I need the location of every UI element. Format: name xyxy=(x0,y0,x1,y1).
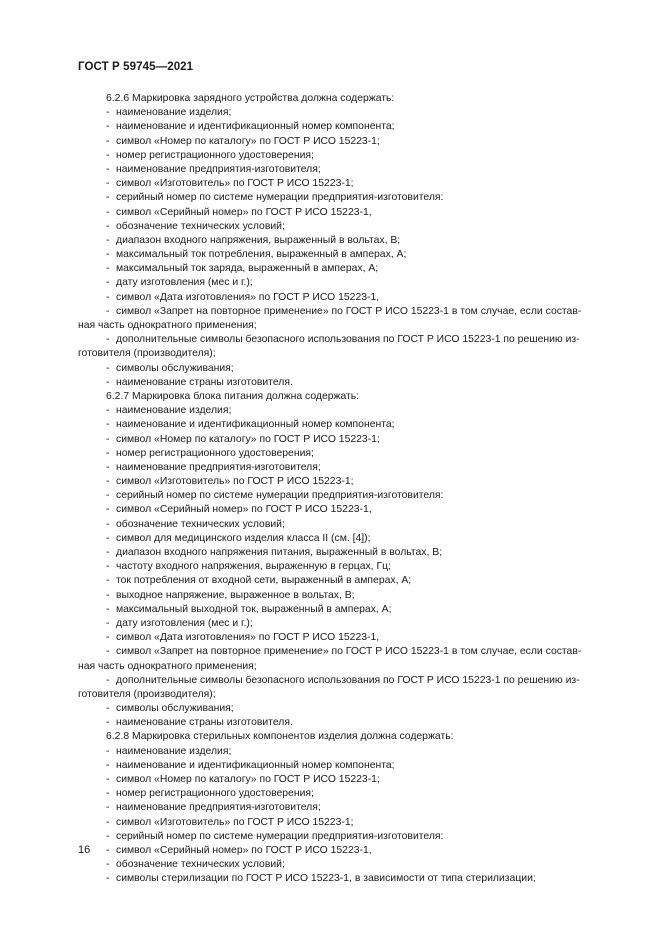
list-item: - символ «Номер по каталогу» по ГОСТ Р ИСО 15223-1; xyxy=(78,433,618,447)
list-item: - символы обслуживания; xyxy=(78,362,618,376)
list-item: - дату изготовления (мес и г.); xyxy=(78,276,618,290)
list-item: - выходное напряжение, выраженное в вольтах, В; xyxy=(78,589,618,603)
list-item-continuation: ная часть однократного применения; xyxy=(78,660,257,672)
list-item-continuation: ная часть однократного применения; xyxy=(78,320,257,331)
list-item: - символы обслуживания; xyxy=(78,702,618,716)
list-item: - наименование предприятия-изготовителя; xyxy=(78,163,618,177)
list-item: - максимальный выходной ток, выраженный в амперах, А; xyxy=(78,603,618,617)
section-heading: 6.2.8 Маркировка стерильных компонентов изделия должна содержать: xyxy=(106,731,454,743)
section-heading: 6.2.7 Маркировка блока питания должна содержать: xyxy=(106,390,360,402)
list-item: - диапазон входного напряжения, выраженный в вольтах, В; xyxy=(78,234,618,248)
list-item: - обозначение технических условий; xyxy=(78,518,618,532)
list-item: - дату изготовления (мес и г.); xyxy=(78,617,618,631)
list-item-continuation: готовителя (производителя); xyxy=(78,348,216,360)
list-item: - серийный номер по системе нумерации предприятия-изготовителя: xyxy=(78,830,618,844)
list-item: - диапазон входного напряжения питания, выраженный в вольтах, В; xyxy=(78,546,618,560)
list-item: - частоту входного напряжения, выраженную в герцах, Гц; xyxy=(78,560,618,574)
list-item: - номер регистрационного удостоверения; xyxy=(78,787,618,801)
list-item: - обозначение технических условий; xyxy=(78,220,618,234)
list-item: - символ «Дата изготовления» по ГОСТ Р ИСО 15223-1, xyxy=(78,631,618,645)
section-heading: 6.2.6 Маркировка зарядного устройства должна содержать: xyxy=(106,93,395,104)
list-item: - дополнительные символы безопасного использования по ГОСТ Р ИСО 15223-1 по решению из- xyxy=(78,674,618,688)
list-item: - символ для медицинского изделия класса II (см. [4]); xyxy=(78,532,618,546)
document-body xyxy=(78,92,618,887)
document-header: ГОСТ Р 59745—2021 xyxy=(78,61,194,73)
list-item: - наименование страны изготовителя. xyxy=(78,376,618,390)
list-item: - наименование предприятия-изготовителя; xyxy=(78,461,618,475)
list-item: - наименование изделия; xyxy=(78,106,618,120)
list-item: - серийный номер по системе нумерации предприятия-изготовителя: xyxy=(78,191,618,205)
list-item: - символ «Дата изготовления» по ГОСТ Р ИСО 15223-1, xyxy=(78,291,618,305)
list-item: - символ «Серийный номер» по ГОСТ Р ИСО 15223-1, xyxy=(78,844,618,858)
list-item: - наименование страны изготовителя. xyxy=(78,716,618,730)
list-item: - обозначение технических условий; xyxy=(78,858,618,872)
list-item: - символ «Номер по каталогу» по ГОСТ Р ИСО 15223-1; xyxy=(78,135,618,149)
list-item: - серийный номер по системе нумерации предприятия-изготовителя: xyxy=(78,489,618,503)
list-item: - символ «Серийный номер» по ГОСТ Р ИСО 15223-1, xyxy=(78,503,618,517)
list-item: - символ «Номер по каталогу» по ГОСТ Р ИСО 15223-1; xyxy=(78,773,618,787)
list-item: - дополнительные символы безопасного использования по ГОСТ Р ИСО 15223-1 по решению из- xyxy=(78,333,618,347)
page-number: 16 xyxy=(78,844,91,856)
list-item: - наименование и идентификационный номер компонента; xyxy=(78,120,618,134)
list-item: - символ «Изготовитель» по ГОСТ Р ИСО 15223-1; xyxy=(78,177,618,191)
list-item: - символ «Запрет на повторное применение» по ГОСТ Р ИСО 15223-1 в том случае, если состав- xyxy=(78,645,618,659)
list-item: - ток потребления от входной сети, выраженный в амперах, А; xyxy=(78,574,618,588)
list-item: - наименование и идентификационный номер компонента; xyxy=(78,759,618,773)
list-item: - символ «Изготовитель» по ГОСТ Р ИСО 15223-1; xyxy=(78,816,618,830)
list-item: - номер регистрационного удостоверения; xyxy=(78,149,618,163)
list-item: - номер регистрационного удостоверения; xyxy=(78,447,618,461)
list-item: - символы стерилизации по ГОСТ Р ИСО 15223-1, в зависимости от типа стерилизации; xyxy=(78,872,618,886)
list-item: - символ «Изготовитель» по ГОСТ Р ИСО 15223-1; xyxy=(78,475,618,489)
list-item: - наименование предприятия-изготовителя; xyxy=(78,801,618,815)
list-item: - максимальный ток заряда, выраженный в амперах, А; xyxy=(78,262,618,276)
list-item: - наименование изделия; xyxy=(78,404,618,418)
list-item: - символ «Запрет на повторное применение» по ГОСТ Р ИСО 15223-1 в том случае, если состав- xyxy=(78,305,618,319)
list-item: - наименование и идентификационный номер компонента; xyxy=(78,418,618,432)
list-item: - максимальный ток потребления, выраженный в амперах, А; xyxy=(78,248,618,262)
list-item: - наименование изделия; xyxy=(78,745,618,759)
list-item: - символ «Серийный номер» по ГОСТ Р ИСО 15223-1, xyxy=(78,206,618,220)
list-item-continuation: готовителя (производителя); xyxy=(78,688,216,700)
